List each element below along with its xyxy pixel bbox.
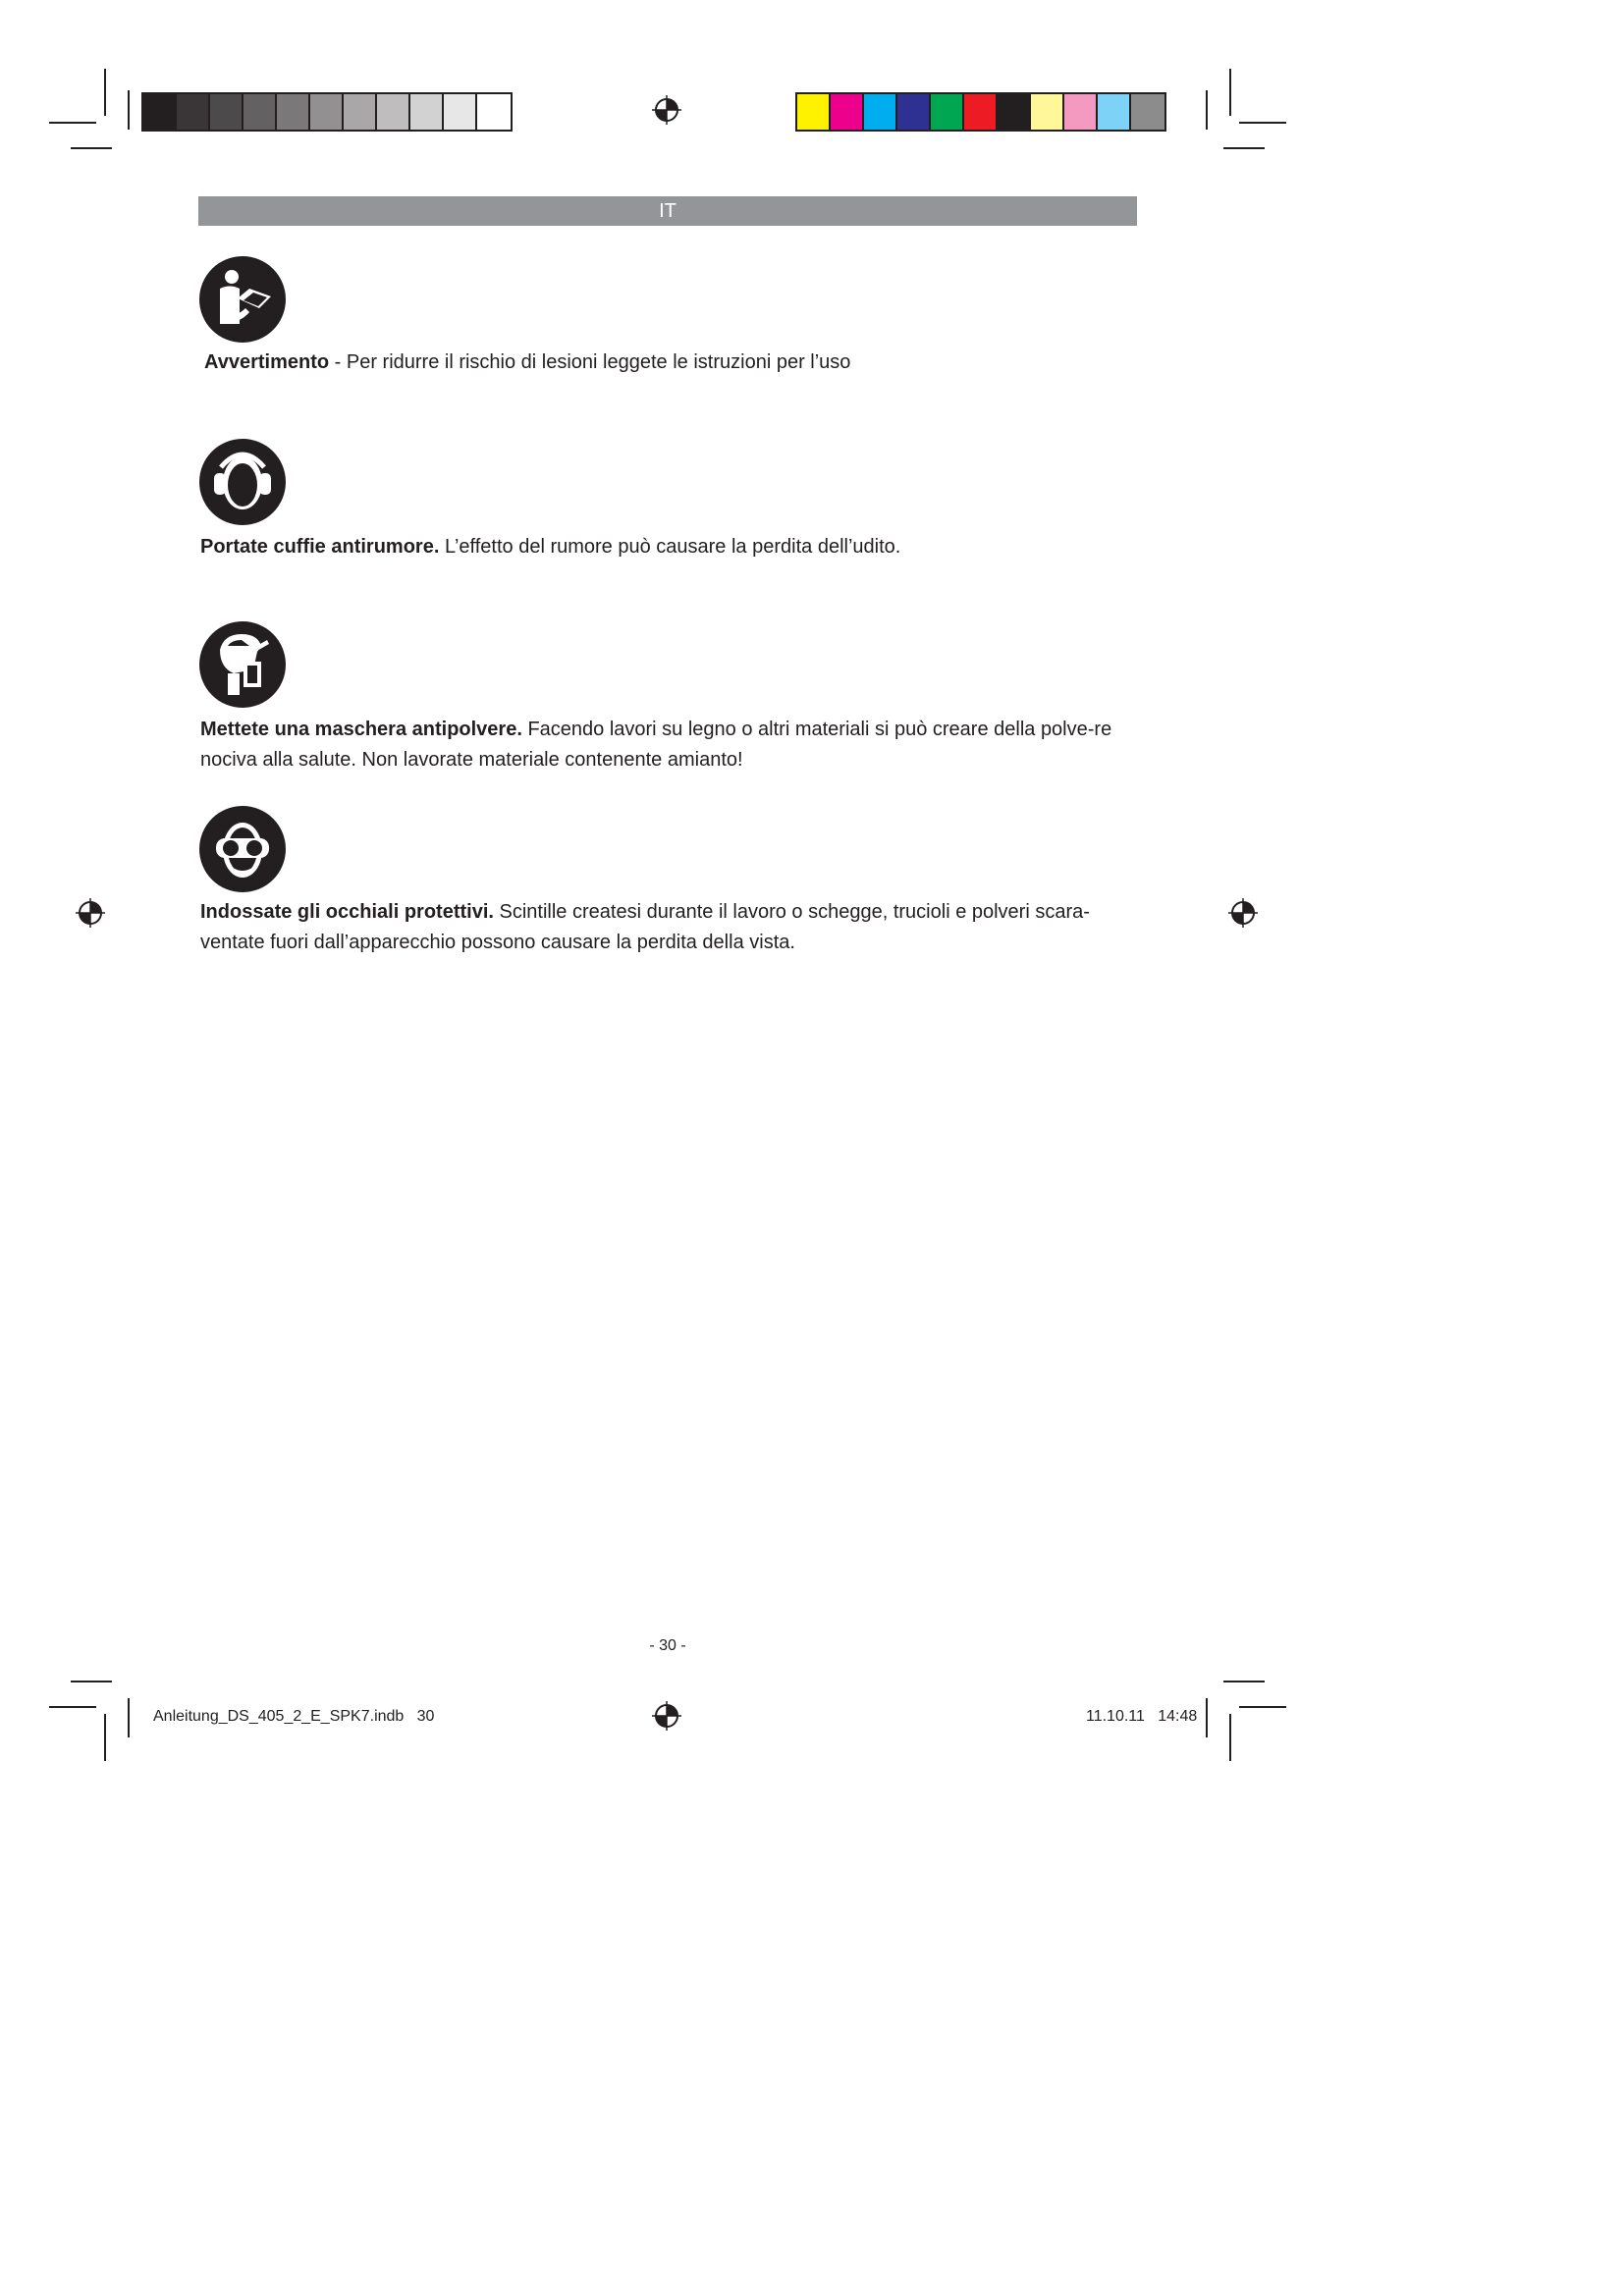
process-color-bar: [795, 92, 1166, 132]
crop-mark: [1239, 1706, 1286, 1708]
crop-mark: [1206, 90, 1208, 130]
footer-filename: Anleitung_DS_405_2_E_SPK7.indb 30: [153, 1708, 435, 1725]
crop-mark: [1239, 122, 1286, 124]
entry-title: Avvertimento: [204, 351, 330, 373]
crop-mark: [1229, 1714, 1231, 1761]
color-swatch: [244, 94, 277, 130]
registration-mark-icon: [76, 898, 105, 928]
registration-mark-icon: [652, 1701, 681, 1731]
crop-mark: [104, 69, 106, 116]
color-swatch: [864, 94, 897, 130]
color-swatch: [410, 94, 444, 130]
color-swatch: [444, 94, 477, 130]
color-swatch: [210, 94, 244, 130]
color-swatch: [1064, 94, 1098, 130]
color-swatch: [477, 94, 511, 130]
color-swatch: [1131, 94, 1164, 130]
crop-mark: [71, 1681, 112, 1682]
entry-title: Portate cuffie antirumore.: [200, 536, 440, 558]
crop-mark: [104, 1714, 106, 1761]
entry-text: Scintille createsi durante il lavoro o schegge, trucioli e polveri scara-ventate fuori dall’apparecchio possono causare la perdita della vista.: [200, 901, 1090, 953]
color-swatch: [277, 94, 310, 130]
read-manual-icon: [198, 255, 287, 344]
dust-mask-icon: [198, 620, 287, 709]
color-swatch: [177, 94, 210, 130]
color-swatch: [1098, 94, 1131, 130]
registration-mark-icon: [652, 95, 681, 125]
registration-mark-icon: [1228, 898, 1258, 928]
dust-mask-instruction: [200, 715, 1143, 775]
color-swatch: [310, 94, 344, 130]
color-swatch: [931, 94, 964, 130]
entry-title: Mettete una maschera antipolvere.: [200, 719, 522, 740]
crop-mark: [1229, 69, 1231, 116]
warning-read-manual: [204, 347, 1147, 378]
crop-mark: [49, 122, 96, 124]
entry-text: - Per ridurre il rischio di lesioni leggete le istruzioni per l’uso: [329, 351, 851, 373]
entry-text: L’effetto del rumore può causare la perdita dell’udito.: [439, 536, 901, 558]
crop-mark: [1223, 147, 1265, 149]
grayscale-color-bar: [141, 92, 513, 132]
crop-mark: [49, 1706, 96, 1708]
color-swatch: [344, 94, 377, 130]
language-header: IT: [198, 196, 1137, 226]
color-swatch: [831, 94, 864, 130]
safety-goggles-icon: [198, 805, 287, 893]
ear-protection-instruction: [200, 532, 1143, 562]
crop-mark: [1223, 1681, 1265, 1682]
ear-protection-icon: [198, 438, 287, 526]
color-swatch: [143, 94, 177, 130]
page-number: - 30 -: [649, 1637, 686, 1654]
entry-title: Indossate gli occhiali protettivi.: [200, 901, 494, 923]
color-swatch: [897, 94, 931, 130]
entry-text: Facendo lavori su legno o altri materiali si può creare della polve-re nociva alla salute. Non lavorate materiale contenente amianto!: [200, 719, 1112, 771]
crop-mark: [128, 1698, 130, 1737]
color-swatch: [964, 94, 998, 130]
safety-goggles-instruction: [200, 897, 1143, 958]
crop-mark: [71, 147, 112, 149]
color-swatch: [797, 94, 831, 130]
color-swatch: [998, 94, 1031, 130]
footer-datetime: 11.10.11 14:48: [1086, 1708, 1198, 1725]
color-swatch: [1031, 94, 1064, 130]
crop-mark: [128, 90, 130, 130]
color-swatch: [377, 94, 410, 130]
crop-mark: [1206, 1698, 1208, 1737]
